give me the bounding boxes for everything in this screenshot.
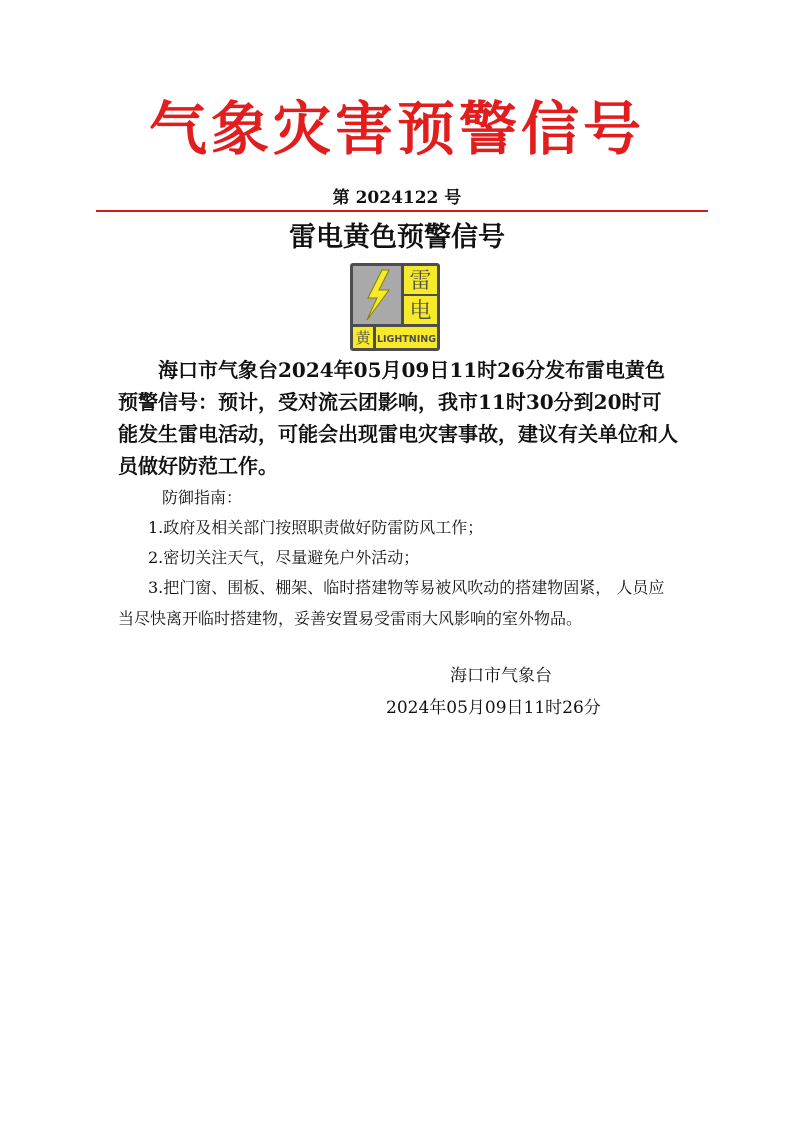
defense-guide-item: 3.把门窗、围板、棚架、临时搭建物等易被风吹动的搭建物固紧， 人员应当尽快离开临时搭建物，妥善安置易受雷雨大风影响的室外物品。 xyxy=(118,578,665,628)
signal-char-top: 雷 xyxy=(409,269,432,294)
signal-english-label: LIGHTNING xyxy=(376,334,437,345)
defense-guide-item: 2.密切关注天气，尽量避免户外活动； xyxy=(148,548,420,567)
warning-headline: 雷电黄色预警信号 xyxy=(289,222,505,253)
signature-datetime: 2024年05月09日11时26分 xyxy=(386,698,601,718)
warning-lead-paragraph: 海口市气象台2024年05月09日11时26分发布雷电黄色预警信号：预计，受对流云团影响，我市11时30分到20时可能发生雷电活动，可能会出现雷电灾害事故，建议有关单位和人员做好防范工作。 xyxy=(118,358,678,478)
defense-guide-title: 防御指南： xyxy=(162,488,243,507)
signal-level-char: 黄 xyxy=(355,329,371,347)
signature-organization: 海口市气象台 xyxy=(450,666,552,686)
masthead-title: 气象灾害预警信号 xyxy=(148,95,645,163)
signal-char-mid: 电 xyxy=(409,299,432,324)
defense-guide-item: 1.政府及相关部门按照职责做好防雷防风工作； xyxy=(148,518,484,537)
lightning-yellow-signal-icon xyxy=(349,262,441,352)
issue-number: 第 2024122 号 xyxy=(332,188,462,208)
red-divider xyxy=(96,210,708,212)
